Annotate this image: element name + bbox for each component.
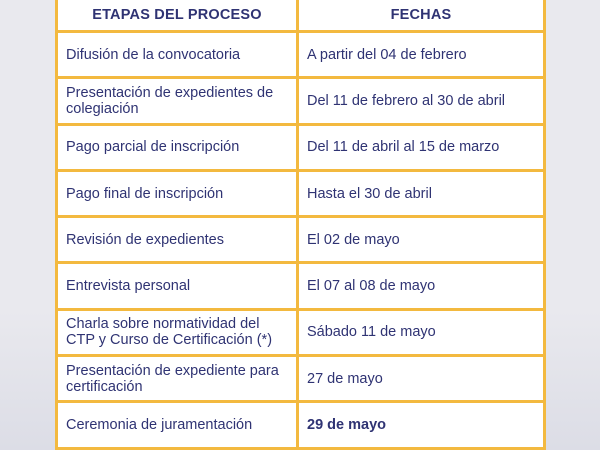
table-row — [58, 79, 543, 122]
stage-cell: Charla sobre normatividad del CTP y Curso de Certificación (*) — [58, 311, 299, 354]
table-row — [58, 33, 543, 76]
stage-cell: Pago parcial de inscripción — [58, 126, 299, 169]
date-cell: El 07 al 08 de mayo — [299, 264, 543, 307]
date-cell: Hasta el 30 de abril — [299, 172, 543, 215]
table-row — [58, 403, 543, 446]
table-header-row — [58, 0, 543, 30]
date-cell: Del 11 de febrero al 30 de abril — [299, 79, 543, 122]
stage-cell: Presentación de expediente para certificación — [58, 357, 299, 400]
header-stages: ETAPAS DEL PROCESO — [58, 0, 299, 30]
schedule-table — [58, 0, 543, 450]
stage-cell: Difusión de la convocatoria — [58, 33, 299, 76]
table-row — [58, 357, 543, 400]
date-cell: El 02 de mayo — [299, 218, 543, 261]
date-cell: A partir del 04 de febrero — [299, 33, 543, 76]
header-dates: FECHAS — [299, 0, 543, 30]
stage-cell: Pago final de inscripción — [58, 172, 299, 215]
schedule-table-frame — [55, 0, 546, 450]
table-row — [58, 172, 543, 215]
table-row — [58, 264, 543, 307]
table-row — [58, 126, 543, 169]
date-cell: 27 de mayo — [299, 357, 543, 400]
date-cell: Del 11 de abril al 15 de marzo — [299, 126, 543, 169]
stage-cell: Presentación de expedientes de colegiación — [58, 79, 299, 122]
stage-cell: Ceremonia de juramentación — [58, 403, 299, 446]
date-cell-highlight: 29 de mayo — [299, 403, 543, 446]
table-row — [58, 218, 543, 261]
date-cell: Sábado 11 de mayo — [299, 311, 543, 354]
stage-cell: Revisión de expedientes — [58, 218, 299, 261]
table-row — [58, 311, 543, 354]
stage-cell: Entrevista personal — [58, 264, 299, 307]
